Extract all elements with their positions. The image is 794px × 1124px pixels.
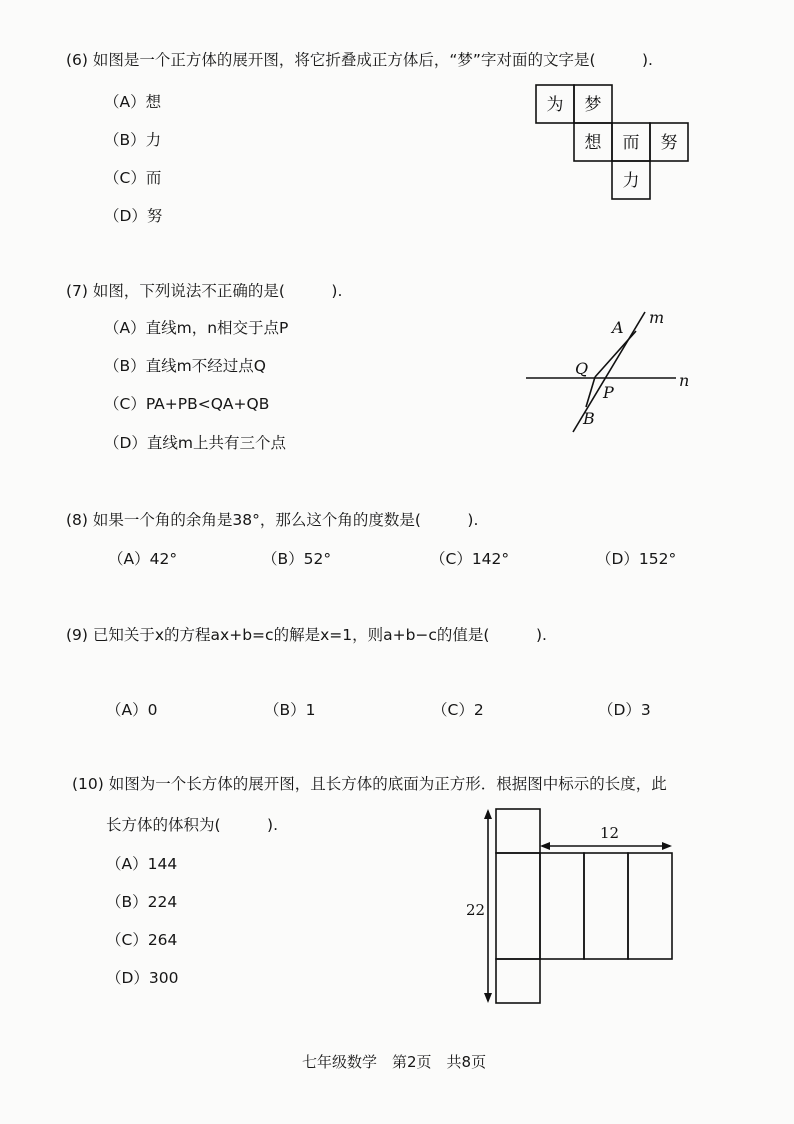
q10-option-a[interactable]: （A）144: [106, 855, 178, 873]
dim-width-label: 12: [600, 824, 620, 842]
net-char-xiang: 想: [584, 133, 602, 153]
label-line-m: m: [649, 308, 665, 327]
q6-option-b[interactable]: （B）力: [104, 131, 162, 149]
label-point-q: Q: [575, 359, 589, 378]
box-front-face: [496, 853, 540, 959]
box-side-face-3: [628, 853, 672, 959]
q6-option-c[interactable]: （C）而: [104, 169, 162, 187]
q7-stem: (7) 如图，下列说法不正确的是( ).: [66, 282, 343, 300]
q8-option-a[interactable]: （A）42°: [108, 550, 178, 568]
q10-option-c[interactable]: （C）264: [106, 931, 178, 949]
page-footer: 七年级数学 第2页 共8页: [302, 1053, 487, 1071]
q9-option-c[interactable]: （C）2: [432, 701, 484, 719]
box-side-face-1: [540, 853, 584, 959]
q10-stem-line1: (10) 如图为一个长方体的展开图，且长方体的底面为正方形．根据图中标示的长度，此: [72, 775, 667, 793]
label-point-a: A: [612, 318, 624, 337]
q10-stem-line2: 长方体的体积为( ).: [106, 816, 279, 834]
q9-option-b[interactable]: （B）1: [264, 701, 316, 719]
q7-option-a[interactable]: （A）直线m，n相交于点P: [104, 319, 289, 337]
q6-stem: (6) 如图是一个正方体的展开图，将它折叠成正方体后，“梦”字对面的文字是( ).: [66, 51, 653, 69]
q7-option-d[interactable]: （D）直线m上共有三个点: [104, 434, 287, 452]
box-top-face: [496, 809, 540, 853]
label-point-p: P: [603, 383, 614, 402]
q7-option-c[interactable]: （C）PA+PB<QA+QB: [104, 395, 270, 413]
net-char-er: 而: [622, 133, 640, 153]
q9-option-a[interactable]: （A）0: [106, 701, 158, 719]
box-bottom-face: [496, 959, 540, 1003]
q8-option-c[interactable]: （C）142°: [430, 550, 510, 568]
net-char-li: 力: [622, 171, 640, 191]
dim-height-label: 22: [466, 901, 486, 919]
q8-stem: (8) 如果一个角的余角是38°，那么这个角的度数是( ).: [66, 511, 479, 529]
q9-option-d[interactable]: （D）3: [598, 701, 651, 719]
net-char-meng: 梦: [584, 95, 602, 115]
box-side-face-2: [584, 853, 628, 959]
label-point-b: B: [583, 409, 595, 428]
dim-width-arrow-right: [662, 842, 672, 850]
net-char-wei: 为: [546, 95, 564, 115]
q6-option-a[interactable]: （A）想: [104, 93, 162, 111]
q8-option-d[interactable]: （D）152°: [596, 550, 677, 568]
net-char-nu: 努: [660, 133, 678, 153]
q7-option-b[interactable]: （B）直线m不经过点Q: [104, 357, 266, 375]
dim-height-arrow-top: [484, 809, 492, 819]
q9-stem: (9) 已知关于x的方程ax+b=c的解是x=1，则a+b−c的值是( ).: [66, 626, 547, 644]
q10-option-d[interactable]: （D）300: [106, 969, 179, 987]
q10-option-b[interactable]: （B）224: [106, 893, 178, 911]
dim-width-arrow-left: [540, 842, 550, 850]
q8-option-b[interactable]: （B）52°: [262, 550, 332, 568]
q6-option-d[interactable]: （D）努: [104, 207, 163, 225]
dim-height-arrow-bottom: [484, 993, 492, 1003]
label-line-n: n: [679, 371, 690, 390]
